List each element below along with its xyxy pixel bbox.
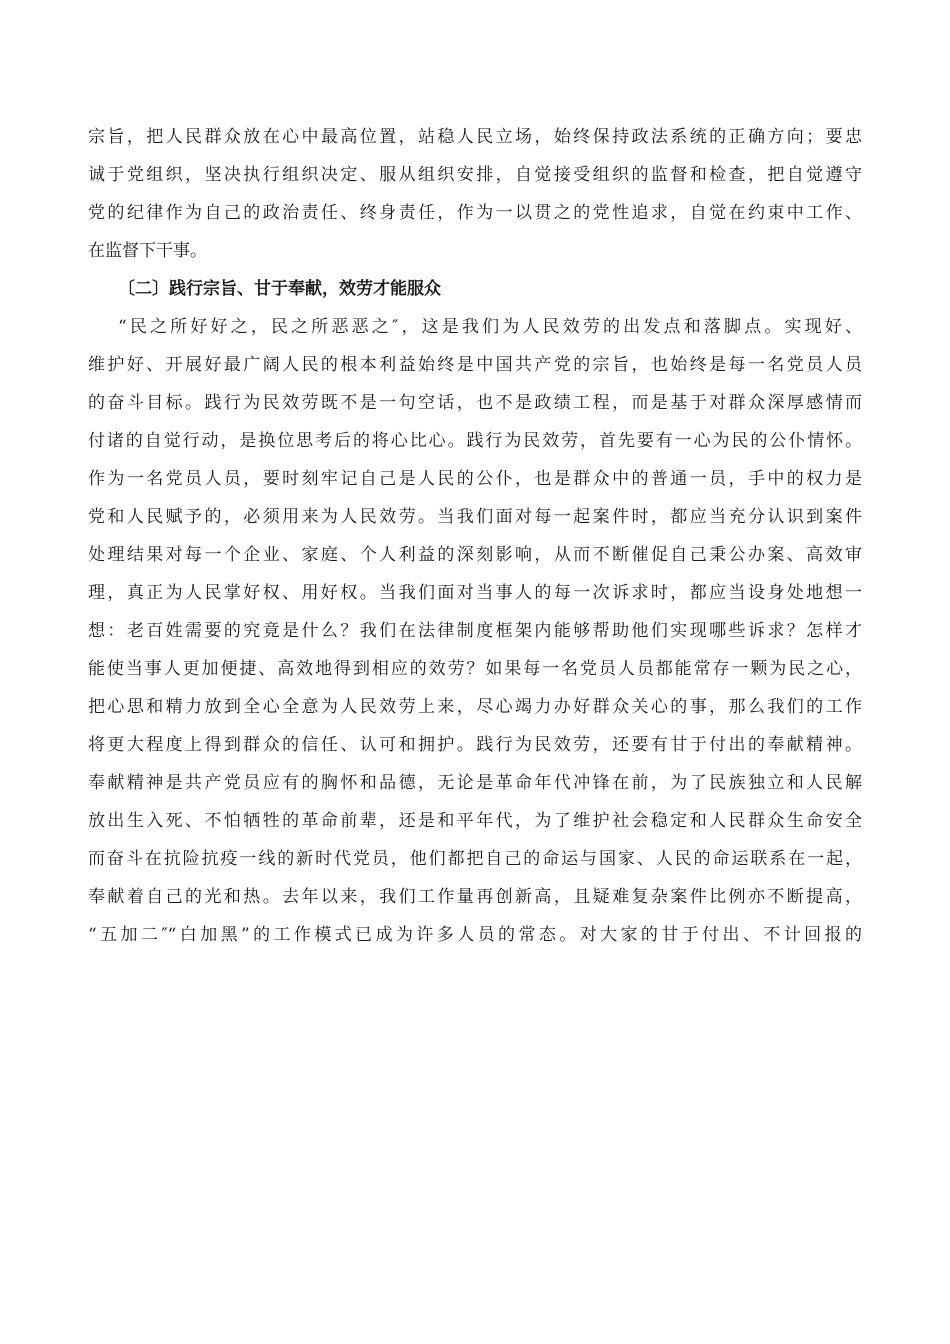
text-line: 处理结果对每一个企业、家庭、个人利益的深刻影响，从而不断催促自己秉公办案、高效审: [88, 545, 862, 565]
text-line: 理，真正为人民掌好权、用好权。当我们面对当事人的每一次诉求时，都应当设身处地想一: [88, 583, 862, 603]
text-line: 放出生入死、不怕牺牲的革命前辈，还是和平年代，为了维护社会稳定和人民群众生命安全: [88, 811, 862, 831]
text-line: 在监督下干事。: [88, 241, 207, 261]
section-heading: 〔二〕践行宗旨、甘于奉献，效劳才能服众: [118, 279, 441, 299]
paragraph-2: [88, 308, 862, 954]
text-line: 宗旨，把人民群众放在心中最高位置，站稳人民立场，始终保持政法系统的正确方向；要忠: [88, 127, 862, 147]
text-line: 而奋斗在抗险抗疫一线的新时代党员，他们都把自己的命运与国家、人民的命运联系在一起，: [88, 849, 862, 869]
text-line: 党和人民赋予的，必须用来为人民效劳。当我们面对每一起案件时，都应当充分认识到案件: [88, 507, 862, 527]
text-line: 付诸的自觉行动，是换位思考后的将心比心。践行为民效劳，首先要有一心为民的公仆情怀。: [88, 431, 862, 451]
text-line: 诚于党组织，坚决执行组织决定、服从组织安排，自觉接受组织的监督和检查，把自觉遵守: [88, 165, 862, 185]
text-line: 想：老百姓需要的究竟是什么？我们在法律制度框架内能够帮助他们实现哪些诉求？怎样才: [88, 621, 862, 641]
text-line: 作为一名党员人员，要时刻牢记自己是人民的公仆，也是群众中的普通一员，手中的权力是: [88, 469, 862, 489]
text-line: 的奋斗目标。践行为民效劳既不是一句空话，也不是政绩工程，而是基于对群众深厚感情而: [88, 393, 862, 413]
document-page: [88, 118, 862, 954]
text-line: 奉献精神是共产党员应有的胸怀和品德，无论是革命年代冲锋在前，为了民族独立和人民解: [88, 773, 862, 793]
text-line: 将更大程度上得到群众的信任、认可和拥护。践行为民效劳，还要有甘于付出的奉献精神。: [88, 735, 862, 755]
text-line: 奉献着自己的光和热。去年以来，我们工作量再创新高，且疑难复杂案件比例亦不断提高，: [88, 887, 862, 907]
text-line: 维护好、开展好最广阔人民的根本利益始终是中国共产党的宗旨，也始终是每一名党员人员: [88, 355, 862, 375]
text-line: 党的纪律作为自己的政治责任、终身责任，作为一以贯之的党性追求，自觉在约束中工作、: [88, 203, 862, 223]
text-line: 把心思和精力放到全心全意为人民效劳上来，尽心竭力办好群众关心的事，那么我们的工作: [88, 697, 862, 717]
paragraph-1: [88, 118, 862, 270]
text-line: “民之所好好之，民之所恶恶之″，这是我们为人民效劳的出发点和落脚点。实现好、: [118, 317, 862, 337]
text-line: 能使当事人更加便捷、高效地得到相应的效劳？如果每一名党员人员都能常存一颗为民之心，: [88, 659, 862, 679]
text-line: “五加二″“白加黑”的工作模式已成为许多人员的常态。对大家的甘于付出、不计回报的: [88, 925, 862, 945]
